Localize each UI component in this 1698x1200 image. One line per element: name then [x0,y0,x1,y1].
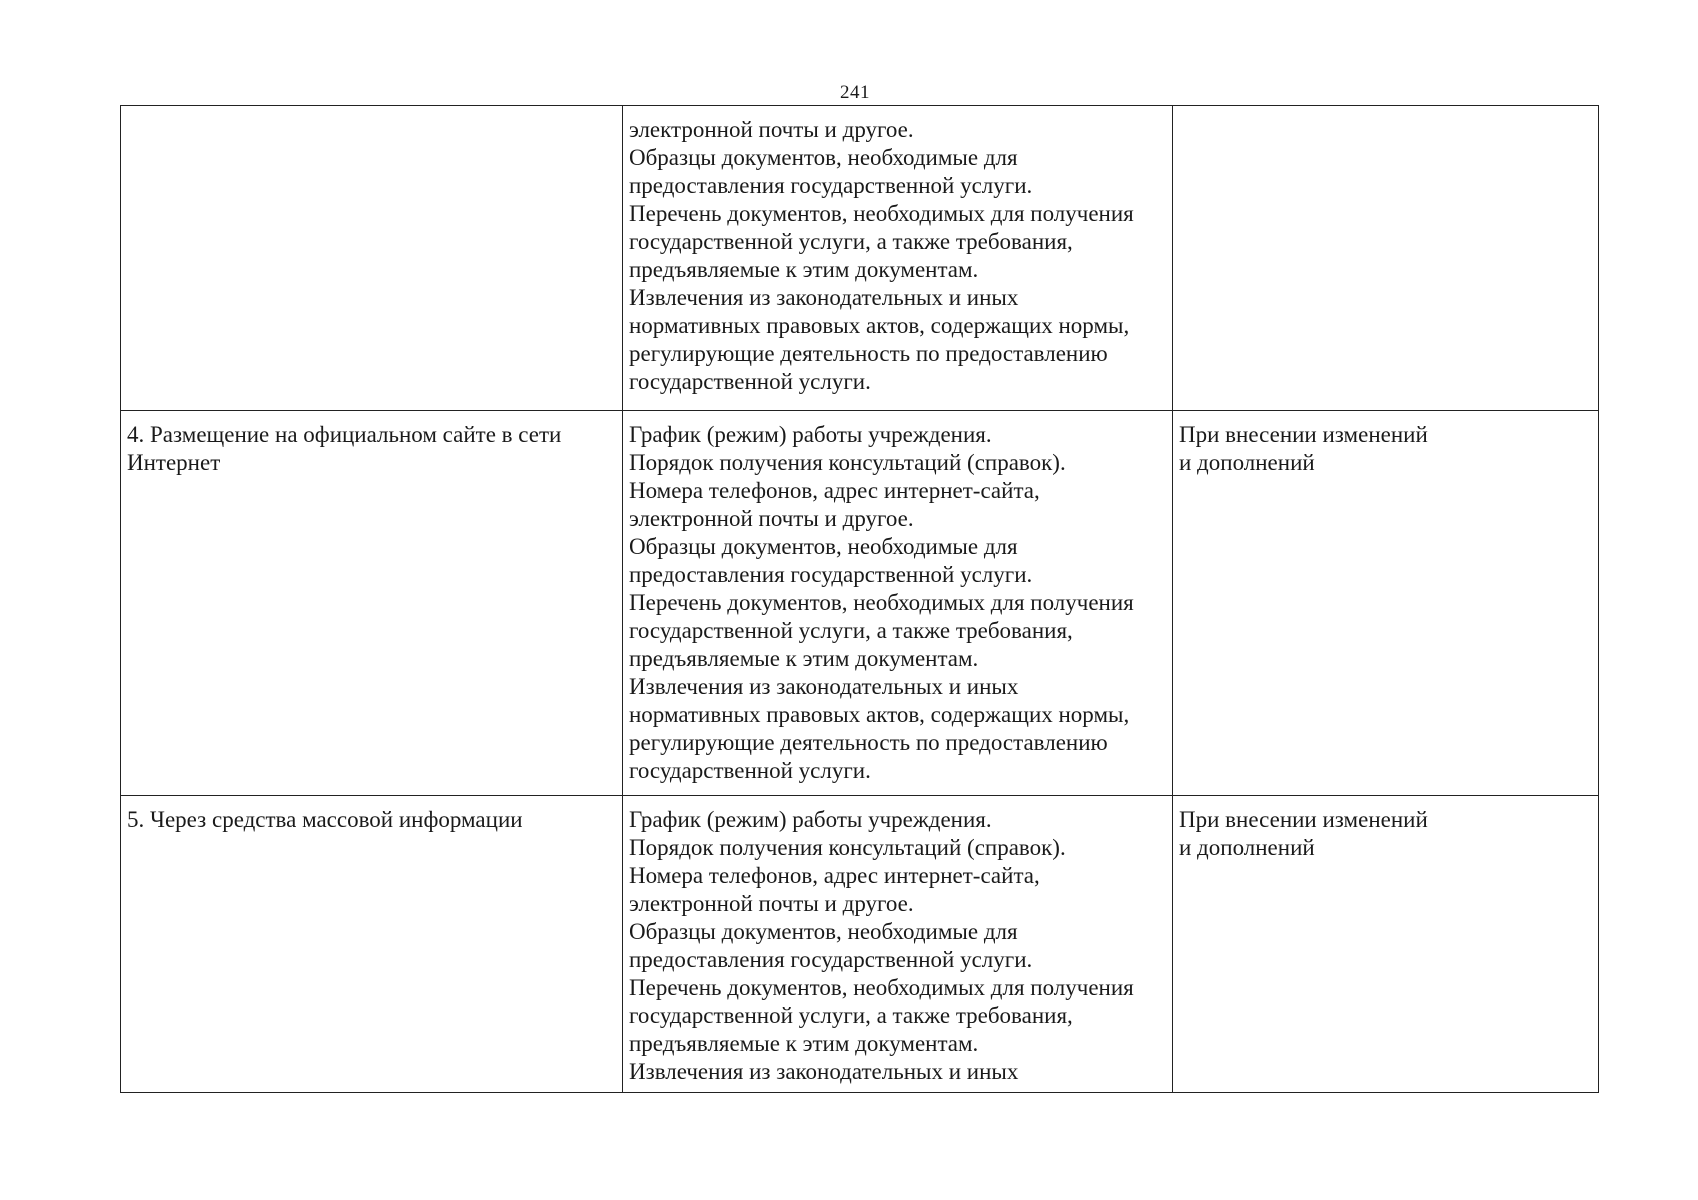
frequency-line: и дополнений [1179,835,1315,860]
content-line: Порядок получения консультаций (справок). [629,835,1066,860]
content-line: Образцы документов, необходимые для [629,919,1018,944]
content-line: предоставления государственной услуги. [629,562,1033,587]
content-line: государственной услуги. [629,758,871,783]
content-line: регулирующие деятельность по предоставлению [629,730,1108,755]
content-line: Извлечения из законодательных и иных [629,674,1019,699]
method-cell [121,411,623,796]
frequency-line: При внесении изменений [1179,807,1428,832]
method-cell [121,106,623,411]
content-line: предоставления государственной услуги. [629,947,1033,972]
content-line: Перечень документов, необходимых для получения [629,201,1134,226]
content-line: электронной почты и другое. [629,506,914,531]
content-line: предъявляемые к этим документам. [629,257,979,282]
method-line: Интернет [127,450,221,475]
content-line: государственной услуги. [629,369,871,394]
content-line: Номера телефонов, адрес интернет-сайта, [629,478,1040,503]
content-line: График (режим) работы учреждения. [629,807,992,832]
content-line: нормативных правовых актов, содержащих нормы, [629,702,1130,727]
method-cell [121,796,623,1093]
content-line: Извлечения из законодательных и иных [629,285,1019,310]
content-line: Извлечения из законодательных и иных [629,1059,1019,1084]
frequency-cell [1173,796,1599,1093]
content-line: нормативных правовых актов, содержащих нормы, [629,313,1130,338]
content-line: электронной почты и другое. [629,117,914,142]
frequency-cell [1173,411,1599,796]
content-line: График (режим) работы учреждения. [629,422,992,447]
content-line: предъявляемые к этим документам. [629,1031,979,1056]
table-row [121,411,1599,796]
table-row [121,106,1599,411]
content-line: Номера телефонов, адрес интернет-сайта, [629,863,1040,888]
content-line: предъявляемые к этим документам. [629,646,979,671]
info-table [120,105,1599,1093]
content-line: Образцы документов, необходимые для [629,145,1018,170]
frequency-line: и дополнений [1179,450,1315,475]
method-line: 5. Через средства массовой информации [127,807,523,832]
page-number: 241 [840,82,870,103]
content-cell [623,796,1173,1093]
content-line: государственной услуги, а также требования, [629,618,1073,643]
content-line: Перечень документов, необходимых для получения [629,975,1134,1000]
content-line: Порядок получения консультаций (справок). [629,450,1066,475]
content-line: Перечень документов, необходимых для получения [629,590,1134,615]
frequency-cell [1173,106,1599,411]
content-cell [623,106,1173,411]
content-line: государственной услуги, а также требования, [629,1003,1073,1028]
content-line: Образцы документов, необходимые для [629,534,1018,559]
content-line: регулирующие деятельность по предоставлению [629,341,1108,366]
table-row [121,796,1599,1093]
frequency-line: При внесении изменений [1179,422,1428,447]
content-line: предоставления государственной услуги. [629,173,1033,198]
content-line: электронной почты и другое. [629,891,914,916]
content-cell [623,411,1173,796]
method-line: 4. Размещение на официальном сайте в сети [127,422,562,447]
content-line: государственной услуги, а также требования, [629,229,1073,254]
